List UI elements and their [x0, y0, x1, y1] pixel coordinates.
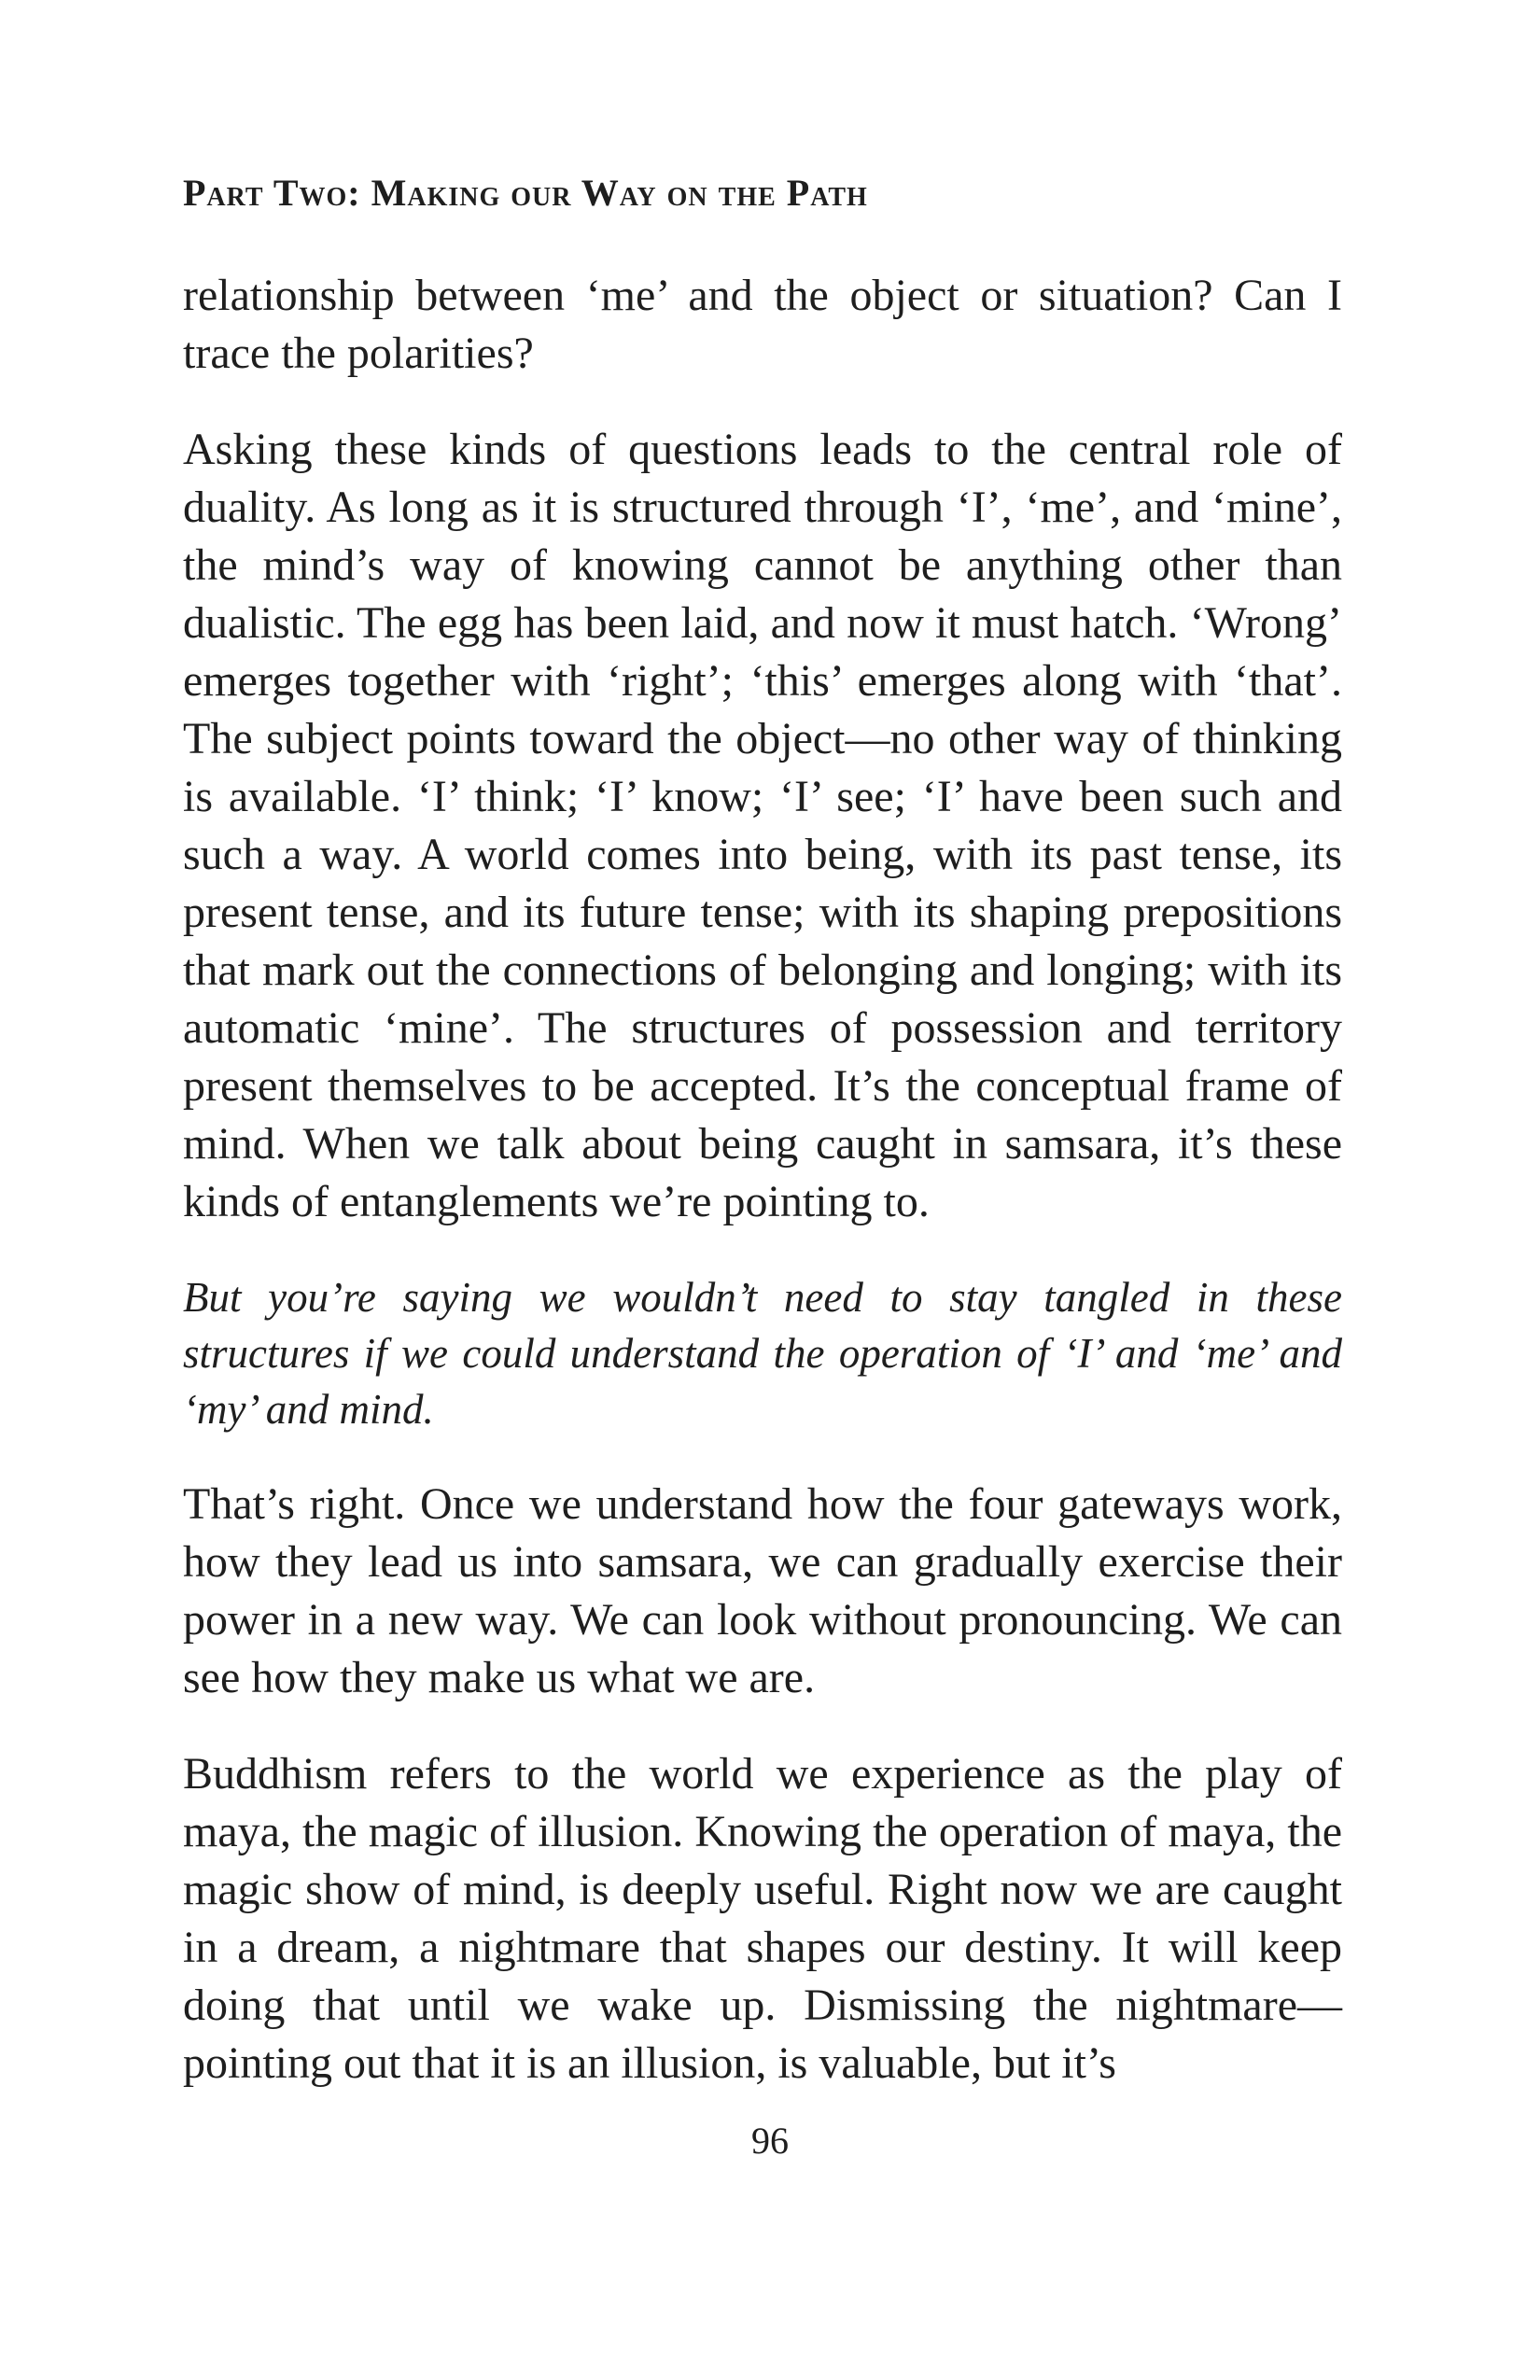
paragraph-question: But you’re saying we wouldn’t need to stay tangled in these structures if we could understand the operation of ‘I’ and ‘me’ and ‘my’ and mind. [183, 1274, 1342, 1433]
paragraph-maya: Buddhism refers to the world we experience as the play of maya, the magic of illusion. Knowing the operation of maya, the magic show of mind, is deeply useful. Right now we are caught in a dream, a nightmare that shapes our destiny. It will keep doing that until we wake up. Dismissing the nightmare—pointing out that it is an illusion, is valuable, but it’s [183, 1749, 1342, 2088]
paragraph-duality: Asking these kinds of questions leads to the central role of duality. As long as it is structured through ‘I’, ‘me’, and ‘mine’, the mind’s way of knowing cannot be anything other than dualistic. The egg has been laid, and now it must hatch. ‘Wrong’ emerges together with ‘right’; ‘this’ emerges along with ‘that’. The subject points toward the object—no other way of thinking is available. ‘I’ think; ‘I’ know; ‘I’ see; ‘I’ have been such and such a way. A world comes into being, with its past tense, its present tense, and its future tense; with its shaping prepositions that mark out the connections of belonging and longing; with its automatic ‘mine’. The structures of possession and territory present themselves to be accepted. It’s the conceptual frame of mind. When we talk about being caught in samsara, it’s these kinds of entanglements we’re pointing to. [183, 425, 1342, 1226]
paragraph-continuation: relationship between ‘me’ and the object or situation? Can I trace the polarities? [183, 271, 1342, 378]
page-number: 96 [751, 2120, 789, 2162]
running-head: Part Two: Making our Way on the Path [183, 172, 868, 214]
paragraph-gateways: That’s right. Once we understand how the four gateways work, how they lead us into samsara, we can gradually exercise their power in a new way. We can look without pronouncing. We can see how they make us what we are. [183, 1479, 1342, 1702]
body-text [183, 267, 1342, 2093]
